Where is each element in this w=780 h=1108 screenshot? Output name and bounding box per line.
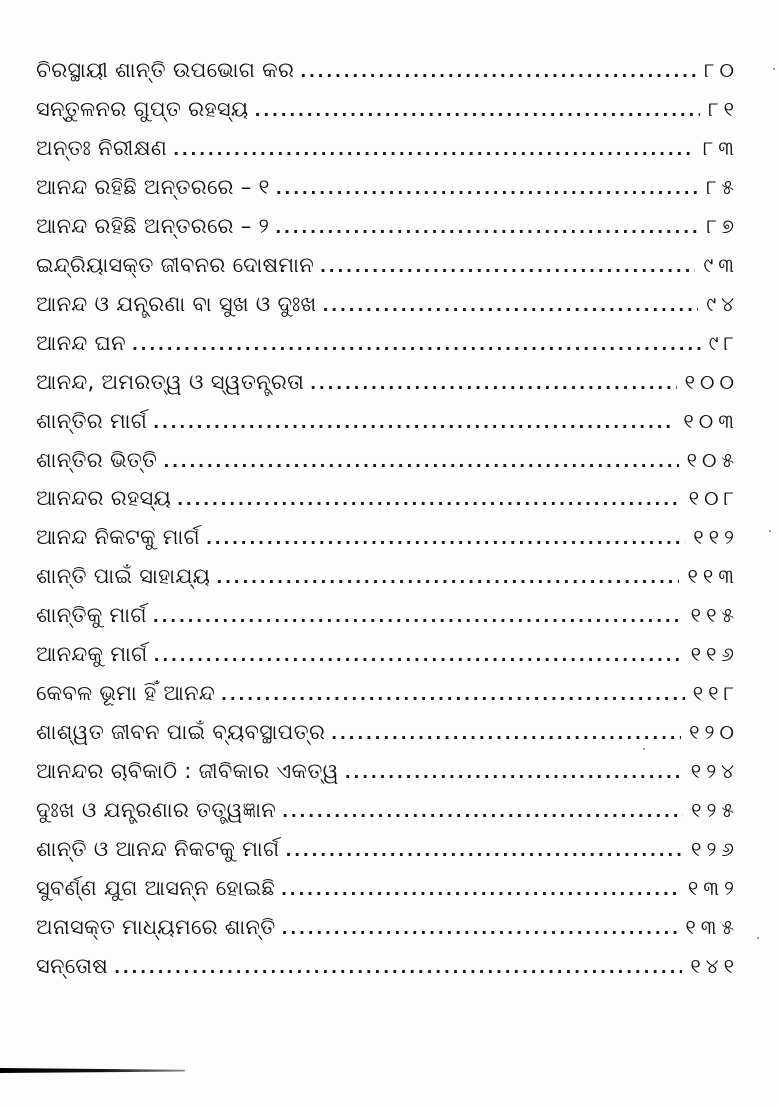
toc-entry — [36, 752, 739, 791]
dot-leader — [206, 520, 685, 559]
dot-leader — [132, 326, 701, 365]
toc-entry — [36, 207, 739, 246]
toc-entry-page: ୧୩୨ — [687, 876, 739, 901]
dot-leader — [345, 754, 683, 793]
table-of-contents — [36, 51, 739, 986]
toc-entry-title: ଆନନ୍ଦ ରହିଛି ଅନ୍ତରରେ – ୧ — [36, 174, 270, 199]
toc-entry-page: ୧୨୪ — [690, 759, 739, 784]
dot-leader — [282, 910, 678, 949]
toc-entry-title: କେବଳ ଭୂମା ହିଁ ଆନନ୍ଦ — [36, 681, 216, 706]
scan-speck — [769, 530, 771, 532]
toc-entry-title: ଆନନ୍ଦ ଘନ — [36, 330, 126, 355]
toc-entry-title: ଶାନ୍ତିକୁ ମାର୍ଗ — [36, 603, 147, 628]
toc-entry — [36, 129, 739, 168]
toc-entry-page: ୧୦୫ — [686, 447, 739, 472]
toc-entry-page: ୧୨୬ — [691, 837, 739, 862]
toc-entry — [36, 285, 739, 324]
toc-entry — [36, 90, 739, 129]
toc-entry-page: ୧୦୮ — [688, 486, 739, 511]
dot-leader — [154, 637, 683, 676]
toc-entry-title: ଚିରସ୍ଥାୟୀ ଶାନ୍ତି ଉପଭୋଗ କର — [36, 58, 295, 82]
toc-entry-title: ଇନ୍ଦ୍ରିୟାସକ୍ତ ଜୀବନର ଦୋଷମାନ — [36, 252, 314, 277]
toc-entry-title: ଆନନ୍ଦର ରହସ୍ୟ — [36, 486, 172, 511]
toc-entry-title: ଶାଶ୍ୱତ ଜୀବନ ପାଇଁ ବ୍ୟବସ୍ଥାପତ୍ର — [36, 720, 326, 745]
dot-leader — [163, 443, 678, 482]
toc-entry-page: ୧୦୩ — [683, 408, 739, 433]
dot-leader — [275, 209, 698, 248]
scan-speck — [757, 937, 759, 939]
dot-leader — [276, 170, 698, 209]
toc-entry — [36, 441, 739, 480]
toc-entry-title: ସନ୍ତୁଳନର ଗୁପ୍ତ ରହସ୍ୟ — [36, 96, 249, 121]
toc-entry-title: ଅନ୍ତଃ ନିରୀକ୍ଷଣ — [36, 135, 168, 160]
dot-leader — [281, 871, 680, 910]
toc-entry-title: ଅନାସକ୍ତ ମାଧ୍ୟମରେ ଶାନ୍ତି — [36, 914, 276, 939]
toc-entry-title: ଆନନ୍ଦ ରହିଛି ଅନ୍ତରରେ – ୨ — [36, 213, 270, 238]
toc-entry — [36, 635, 739, 674]
toc-entry — [36, 324, 739, 363]
scan-speck — [773, 68, 775, 70]
toc-entry — [36, 947, 739, 986]
toc-entry-page: ୮୫ — [706, 174, 739, 199]
toc-entry-page: ୯୮ — [708, 330, 739, 355]
toc-entry-title: ଦୁଃଖ ଓ ଯନ୍ତ୍ରଣାର ତତ୍ତ୍ୱଜ୍ଞାନ — [36, 798, 277, 823]
toc-entry — [36, 713, 739, 752]
toc-entry-page: ୮୧ — [708, 96, 739, 121]
toc-entry-title: ଶାନ୍ତିର ମାର୍ଗ — [36, 408, 148, 433]
toc-entry — [36, 557, 739, 596]
toc-entry-page: ୧୧୬ — [690, 642, 739, 667]
dot-leader — [173, 131, 695, 170]
toc-entry-title: ସନ୍ତୋଷ — [36, 953, 109, 978]
toc-entry-page: ୧୧୩ — [687, 564, 739, 589]
dot-leader — [255, 92, 701, 131]
dot-leader — [177, 481, 681, 520]
dot-leader — [221, 676, 685, 715]
toc-entry — [36, 51, 739, 90]
toc-entry — [36, 908, 739, 947]
toc-entry-page: ୧୩୫ — [685, 914, 739, 939]
toc-entry-page: ୧୦୦ — [684, 369, 739, 394]
toc-entry — [36, 596, 739, 635]
scan-speck — [643, 748, 645, 750]
toc-entry-title: ଆନନ୍ଦକୁ ମାର୍ଗ — [36, 642, 148, 667]
toc-entry — [36, 363, 739, 402]
dot-leader — [331, 715, 681, 754]
toc-entry-page: ୧୧୮ — [692, 681, 739, 706]
dot-leader — [153, 404, 675, 443]
toc-entry-page: ୧୨୫ — [691, 798, 739, 823]
toc-entry — [36, 674, 739, 713]
toc-entry — [36, 518, 739, 557]
toc-entry-page: ୧୨୦ — [689, 720, 739, 745]
toc-entry — [36, 168, 739, 207]
toc-entry — [36, 791, 739, 830]
toc-entry-title: ଶାନ୍ତି ଓ ଆନନ୍ଦ ନିକଟକୁ ମାର୍ଗ — [36, 837, 280, 862]
bottom-rule-divider — [0, 1068, 185, 1073]
dot-leader — [310, 365, 676, 404]
toc-entry — [36, 246, 739, 285]
toc-entry-page: ୧୧୫ — [690, 603, 739, 628]
toc-entry-page: ୯୩ — [703, 252, 739, 277]
dot-leader — [285, 832, 683, 871]
toc-entry-title: ଆନନ୍ଦ, ଅମରତ୍ୱ ଓ ସ୍ୱତନ୍ତ୍ରତା — [36, 369, 305, 394]
toc-entry-page: ୧୪୧ — [690, 953, 739, 978]
dot-leader — [322, 287, 698, 326]
dot-leader — [282, 793, 683, 832]
toc-entry-title: ଆନନ୍ଦର ଚାବିକାଠି : ଜୀବିକାର ଏକତ୍ୱ — [36, 759, 339, 784]
toc-entry-title: ସୁବର୍ଣ୍ଣ ଯୁଗ ଆସନ୍ନ ହୋଇଛି — [36, 876, 275, 901]
dot-leader — [114, 949, 682, 988]
dot-leader — [153, 598, 683, 637]
toc-entry-title: ଶାନ୍ତିର ଭିତ୍ତି — [36, 447, 158, 472]
toc-entry-page: ୧୧୨ — [693, 525, 739, 550]
toc-entry-page: ୮୩ — [702, 135, 739, 160]
dot-leader — [216, 559, 679, 598]
dot-leader — [300, 53, 696, 92]
toc-entry — [36, 479, 739, 518]
toc-entry-page: ୮୭ — [706, 213, 739, 238]
toc-entry — [36, 869, 739, 908]
toc-entry — [36, 830, 739, 869]
toc-entry-title: ଶାନ୍ତି ପାଇଁ ସାହାଯ୍ୟ — [36, 564, 211, 589]
toc-entry-title: ଆନନ୍ଦ ଓ ଯନ୍ତ୍ରଣା ବା ସୁଖ ଓ ଦୁଃଖ — [36, 291, 317, 316]
toc-entry — [36, 402, 739, 441]
dot-leader — [320, 248, 695, 287]
toc-entry-page: ୮୦ — [704, 58, 739, 82]
toc-entry-title: ଆନନ୍ଦ ନିକଟକୁ ମାର୍ଗ — [36, 525, 200, 550]
toc-entry-page: ୯୪ — [706, 291, 739, 316]
